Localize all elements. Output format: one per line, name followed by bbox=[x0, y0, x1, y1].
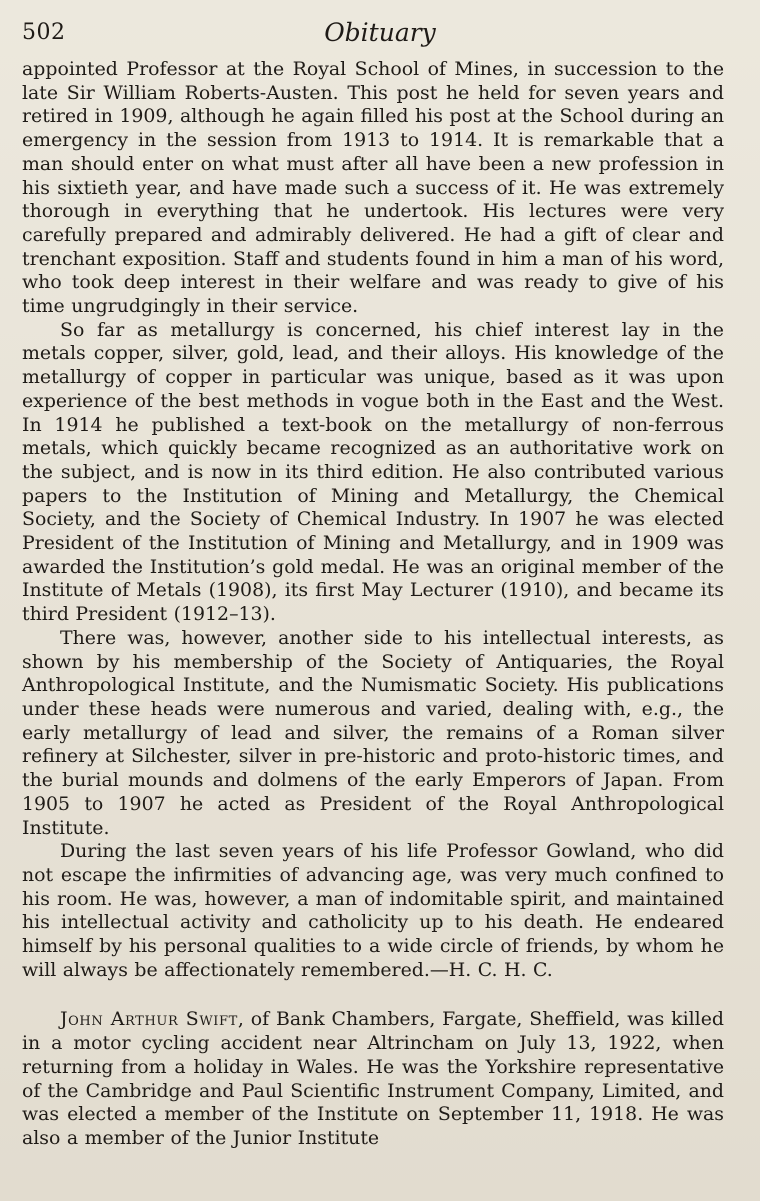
paragraph-metallurgy: So far as metallurgy is concerned, his chief interest lay in the metals copper, silver, gold, lead, and their alloys. His knowledge of the metallurgy of copper in particular was unique, based as it was upon experience of the best methods in vogue both in the East and the West. In 1914 he published a text-book on the metallurgy of non-ferrous metals, which quickly became recognized as an authoritative work on the subject, and is now in its third edition. He also contributed various papers to the Institution of Mining and Metallurgy, the Chemical Society, and the Society of Chemical Industry. In 1907 he was elected President of the Institution of Mining and Metallurgy, and in 1909 was awarded the Institution’s gold medal. He was an original member of the Institute of Metals (1908), its first May Lecturer (1910), and became its third President (1912–13). bbox=[22, 318, 724, 626]
page-number: 502 bbox=[22, 20, 66, 45]
paragraph-final-years: During the last seven years of his life Professor Gowland, who did not escape the infirmities of advancing age, was very much confined to his room. He was, however, a man of indomitable spirit, and maintained his intellectual activity and catholicity up to his death. He endeared himself by his personal qualities to a wide circle of friends, by whom he will always be affectionately remembered.—H. C. H. C. bbox=[22, 840, 724, 981]
paragraph-intellectual-interests: There was, however, another side to his intellectual interests, as shown by his membership of the Society of Antiquaries, the Royal Anthropological Institute, and the Numismatic Society. His publications under these heads were numerous and varied, dealing with, e.g., the early metallurgy of lead and silver, the remains of a Roman silver refinery at Silchester, silver in pre-historic and proto-historic times, and the burial mounds and dolmens of the early Emperors of Japan. From 1905 to 1907 he acted as President of the Royal Anthropological Institute. bbox=[22, 626, 724, 839]
obituary-swift-text: , of Bank Chambers, Fargate, Sheffield, was killed in a motor cycling accident near Altrincham on July 13, 1922, when returning from a holiday in Wales. He was the Yorkshire representative of the Cambridge and Paul Scientific Instrument Company, Limited, and was elected a member of the Institute on September 11, 1918. He was also a member of the Junior Institute bbox=[22, 1008, 724, 1149]
paragraph-professorship: appointed Professor at the Royal School of Mines, in succession to the late Sir William Roberts-Austen. This post he held for seven years and retired in 1909, although he again filled his post at the School during an emergency in the session from 1913 to 1914. It is remarkable that a man should enter on what must after all have been a new profession in his sixtieth year, and have made such a success of it. He was extremely thorough in everything that he undertook. His lectures were very carefully prepared and admirably delivered. He had a gift of clear and trenchant exposition. Staff and students found in him a man of his word, who took deep interest in their welfare and was ready to give of his time ungrudgingly in their service. bbox=[22, 58, 724, 318]
obituary-name: John Arthur Swift bbox=[60, 1008, 238, 1031]
obituary-swift bbox=[22, 1008, 724, 1150]
running-title: Obituary bbox=[324, 18, 436, 47]
body-text bbox=[22, 58, 724, 1151]
page-header bbox=[22, 14, 738, 54]
